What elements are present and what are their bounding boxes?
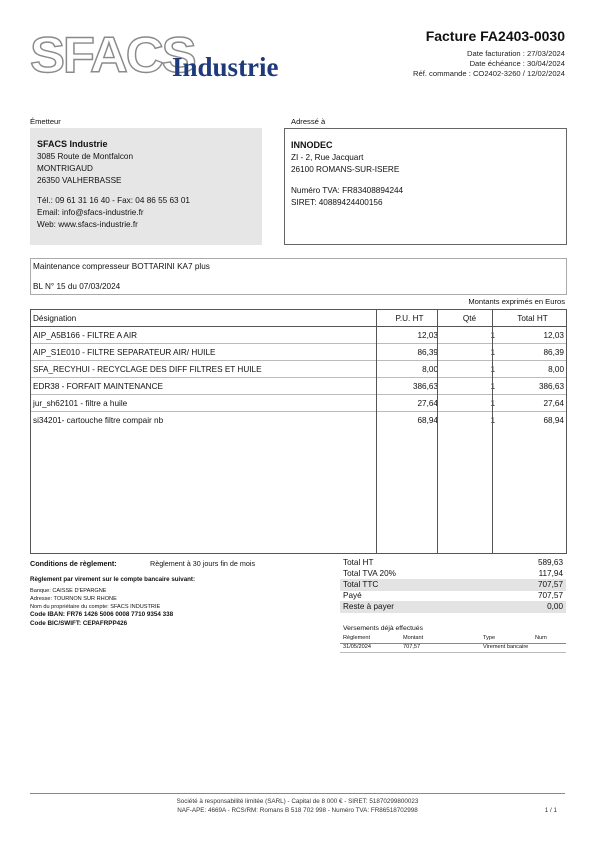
cell-qty: 1 bbox=[441, 361, 498, 378]
bank-name: Banque: CAISSE D'EPARGNE bbox=[30, 588, 107, 594]
cell-pu: 8,00 bbox=[378, 361, 441, 378]
cell-qty: 1 bbox=[441, 395, 498, 412]
page-number: 1 / 1 bbox=[544, 807, 557, 814]
total-label: Total HT bbox=[343, 558, 374, 567]
transfer-title: Règlement par virement sur le compte bancaire suivant: bbox=[30, 576, 196, 583]
cell-pu: 12,03 bbox=[378, 327, 441, 344]
issuer-phone: Tél.: 09 61 31 16 40 - Fax: 04 86 55 63 01 bbox=[37, 196, 190, 205]
cell-pu: 68,94 bbox=[417, 415, 438, 425]
table-row bbox=[30, 327, 567, 344]
issuer-name: SFACS Industrie bbox=[37, 139, 108, 149]
cell-designation: AIP_A5B166 - FILTRE A AIR bbox=[30, 327, 378, 344]
bic: Code BIC/SWIFT: CEPAFRPP426 bbox=[30, 620, 128, 627]
table-divider-pu bbox=[376, 309, 377, 553]
table-row bbox=[30, 412, 567, 429]
cell-total: 68,94 bbox=[543, 415, 564, 425]
payments-header-montant: Montant bbox=[403, 635, 424, 641]
header-total: Total HT bbox=[498, 310, 567, 327]
cell-qty: 1 bbox=[441, 344, 498, 361]
object-line2: BL N° 15 du 07/03/2024 bbox=[33, 282, 121, 291]
cell-qty: 1 bbox=[441, 327, 498, 344]
total-value: 707,57 bbox=[537, 580, 563, 589]
total-value: 117,94 bbox=[538, 569, 563, 578]
total-label: Payé bbox=[343, 591, 362, 600]
invoice-order-ref: Réf. commande : CO2402-3260 / 12/02/2024 bbox=[413, 69, 565, 78]
cell-pu: 27,64 bbox=[378, 395, 441, 412]
total-label: Total TTC bbox=[343, 580, 379, 589]
cell-designation: AIP_S1E010 - FILTRE SEPARATEUR AIR/ HUILE bbox=[30, 344, 378, 361]
cell-total: 27,64 bbox=[498, 395, 567, 412]
iban: Code IBAN: FR76 1426 5006 0008 7710 9354 338 bbox=[30, 611, 174, 618]
conditions-label: Conditions de règlement: bbox=[30, 559, 117, 568]
invoice-title: Facture FA2403-0030 bbox=[425, 28, 565, 44]
cell-total: 8,00 bbox=[498, 361, 567, 378]
payment-type: Virement bancaire bbox=[483, 644, 529, 650]
header-qty: Qté bbox=[441, 310, 498, 327]
bank-address: Adresse: TOURNON SUR RHONE bbox=[30, 596, 117, 602]
table-row bbox=[30, 344, 567, 361]
total-label: Reste à payer bbox=[343, 602, 394, 611]
payments-row bbox=[340, 644, 566, 653]
payment-amount: 707,57 bbox=[403, 644, 421, 650]
issuer-address3: 26350 VALHERBASSE bbox=[37, 176, 122, 185]
table-divider-total bbox=[492, 309, 493, 553]
header-pu: P.U. HT bbox=[378, 310, 441, 327]
logo-sfacs: SFACS bbox=[30, 27, 195, 83]
invoice-date: Date facturation : 27/03/2024 bbox=[467, 49, 565, 58]
issuer-web: Web: www.sfacs-industrie.fr bbox=[37, 220, 138, 229]
recipient-label: Adressé à bbox=[291, 117, 326, 126]
logo-industrie: Industrie bbox=[172, 52, 279, 82]
table-row bbox=[30, 361, 567, 378]
account-owner: Nom du propriétaire du compte: SFACS INDUSTRIE bbox=[30, 604, 161, 610]
issuer-address1: 3085 Route de Montfalcon bbox=[37, 152, 134, 161]
total-label: Total TVA 20% bbox=[343, 569, 396, 578]
footer-line1: Société à responsabilité limitée (SARL) - Capital de 8 000 € - SIRET: 51870299800023 bbox=[176, 798, 419, 805]
recipient-name: INNODEC bbox=[291, 140, 333, 150]
invoice-due-date: Date échéance : 30/04/2024 bbox=[469, 59, 565, 68]
total-value: 707,57 bbox=[537, 591, 563, 600]
cell-designation: SFA_RECYHUI - RECYCLAGE DES DIFF FILTRES ET HUILE bbox=[30, 361, 378, 378]
payments-header-num: Num bbox=[535, 635, 547, 641]
cell-total: 12,03 bbox=[498, 327, 567, 344]
footer-divider bbox=[30, 793, 565, 794]
issuer-email: Email: info@sfacs-industrie.fr bbox=[37, 208, 144, 217]
items-table bbox=[30, 309, 567, 428]
recipient-address1: ZI - 2, Rue Jacquart bbox=[291, 153, 364, 162]
table-bottom-border bbox=[30, 553, 567, 554]
table-header-row bbox=[30, 310, 567, 327]
issuer-box bbox=[30, 128, 262, 245]
payments-title: Versements déjà effectués bbox=[343, 625, 423, 632]
cell-pu: 386,63 bbox=[378, 378, 441, 395]
cell-designation: jur_sh62101 - filtre a huile bbox=[30, 395, 378, 412]
recipient-box bbox=[284, 128, 567, 245]
cell-qty: 1 bbox=[490, 415, 495, 425]
table-border-left bbox=[30, 309, 31, 553]
header-designation: Désignation bbox=[30, 310, 378, 327]
recipient-vat: Numéro TVA: FR83408894244 bbox=[291, 186, 404, 195]
table-row bbox=[30, 378, 567, 395]
issuer-label: Émetteur bbox=[30, 117, 61, 126]
issuer-address2: MONTRIGAUD bbox=[37, 164, 93, 173]
conditions-value: Règlement à 30 jours fin de mois bbox=[150, 559, 256, 568]
footer-line2: NAF-APE: 4669A - RCS/RM: Romans B 518 702 998 - Numéro TVA: FR86518702998 bbox=[177, 807, 418, 814]
payment-date: 31/05/2024 bbox=[343, 644, 371, 650]
cell-qty: 1 bbox=[441, 378, 498, 395]
remaining-row bbox=[340, 601, 566, 613]
object-line1: Maintenance compresseur BOTTARINI KA7 plus bbox=[33, 262, 210, 271]
table-divider-qty bbox=[437, 309, 438, 553]
cell-pu: 86,39 bbox=[378, 344, 441, 361]
currency-note: Montants exprimés en Euros bbox=[468, 297, 565, 306]
payments-header-reglement: Règlement bbox=[343, 635, 371, 641]
total-value: 0,00 bbox=[547, 602, 563, 611]
table-row bbox=[30, 395, 567, 412]
table-border-right bbox=[566, 309, 567, 553]
recipient-siret: SIRET: 40889424400156 bbox=[291, 198, 383, 207]
cell-total: 86,39 bbox=[498, 344, 567, 361]
payments-header-row bbox=[340, 635, 566, 644]
cell-total: 386,63 bbox=[498, 378, 567, 395]
cell-designation: si34201- cartouche filtre compair nb bbox=[33, 415, 164, 425]
object-box bbox=[30, 258, 567, 295]
cell-designation: EDR38 - FORFAIT MAINTENANCE bbox=[30, 378, 378, 395]
payments-header-type: Type bbox=[483, 635, 496, 641]
total-value: 589,63 bbox=[537, 558, 563, 567]
recipient-address2: 26100 ROMANS-SUR-ISERE bbox=[291, 165, 400, 174]
